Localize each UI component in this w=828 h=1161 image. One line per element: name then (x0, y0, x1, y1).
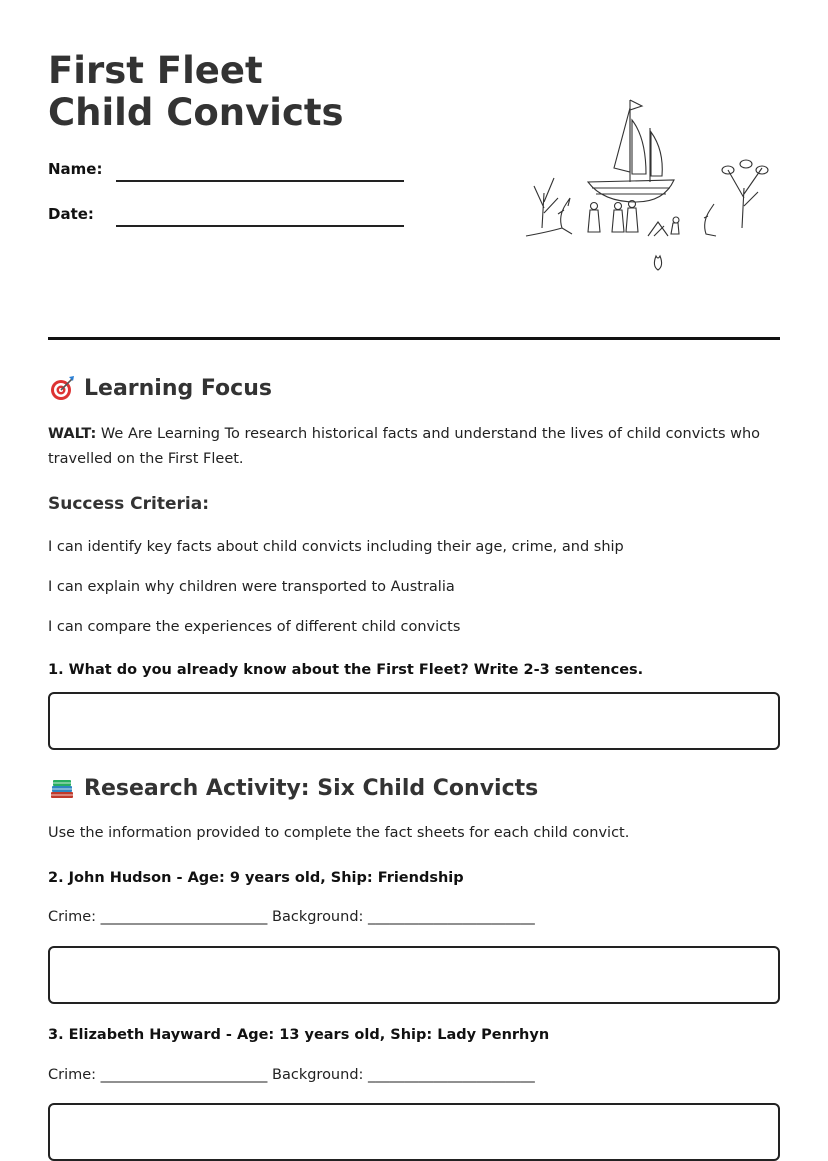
name-field[interactable] (48, 160, 408, 184)
answer-box-2[interactable] (48, 946, 780, 1004)
answer-box-3[interactable] (48, 1103, 780, 1161)
page-title: First Fleet Child Convicts (48, 49, 344, 134)
walt-text: We Are Learning To research historical facts and understand the lives of child convicts who travelled on the First Fleet. (48, 426, 761, 467)
name-line[interactable] (116, 180, 404, 182)
research-title: Research Activity: Six Child Convicts (84, 775, 539, 801)
question-1: 1. What do you already know about the First Fleet? Write 2-3 sentences. (48, 662, 644, 678)
learning-focus-title: Learning Focus (84, 375, 272, 401)
learning-focus-heading (48, 374, 272, 402)
first-fleet-illustration (518, 98, 774, 278)
walt-paragraph (48, 422, 780, 472)
criterion-2: I can explain why children were transported to Australia (48, 579, 455, 595)
research-heading (48, 774, 538, 802)
section-divider (48, 337, 780, 340)
walt-label: WALT: (48, 426, 97, 442)
criterion-3: I can compare the experiences of different child convicts (48, 619, 461, 635)
criterion-1: I can identify key facts about child convicts including their age, crime, and ship (48, 539, 624, 555)
research-intro: Use the information provided to complete the fact sheets for each child convict. (48, 825, 630, 841)
name-label: Name: (48, 160, 103, 178)
question-3: 3. Elizabeth Hayward - Age: 13 years old, Ship: Lady Penrhyn (48, 1027, 550, 1043)
blanks-3[interactable]: Crime: _______________________ Background: _______________________ (48, 1067, 535, 1083)
date-field[interactable] (48, 205, 408, 229)
answer-box-1[interactable] (48, 692, 780, 750)
blanks-2[interactable]: Crime: _______________________ Background: _______________________ (48, 909, 535, 925)
question-2: 2. John Hudson - Age: 9 years old, Ship: Friendship (48, 870, 464, 886)
success-criteria-heading: Success Criteria: (48, 494, 210, 514)
date-label: Date: (48, 205, 94, 223)
books-icon (48, 774, 76, 802)
target-icon (48, 374, 76, 402)
date-line[interactable] (116, 225, 404, 227)
